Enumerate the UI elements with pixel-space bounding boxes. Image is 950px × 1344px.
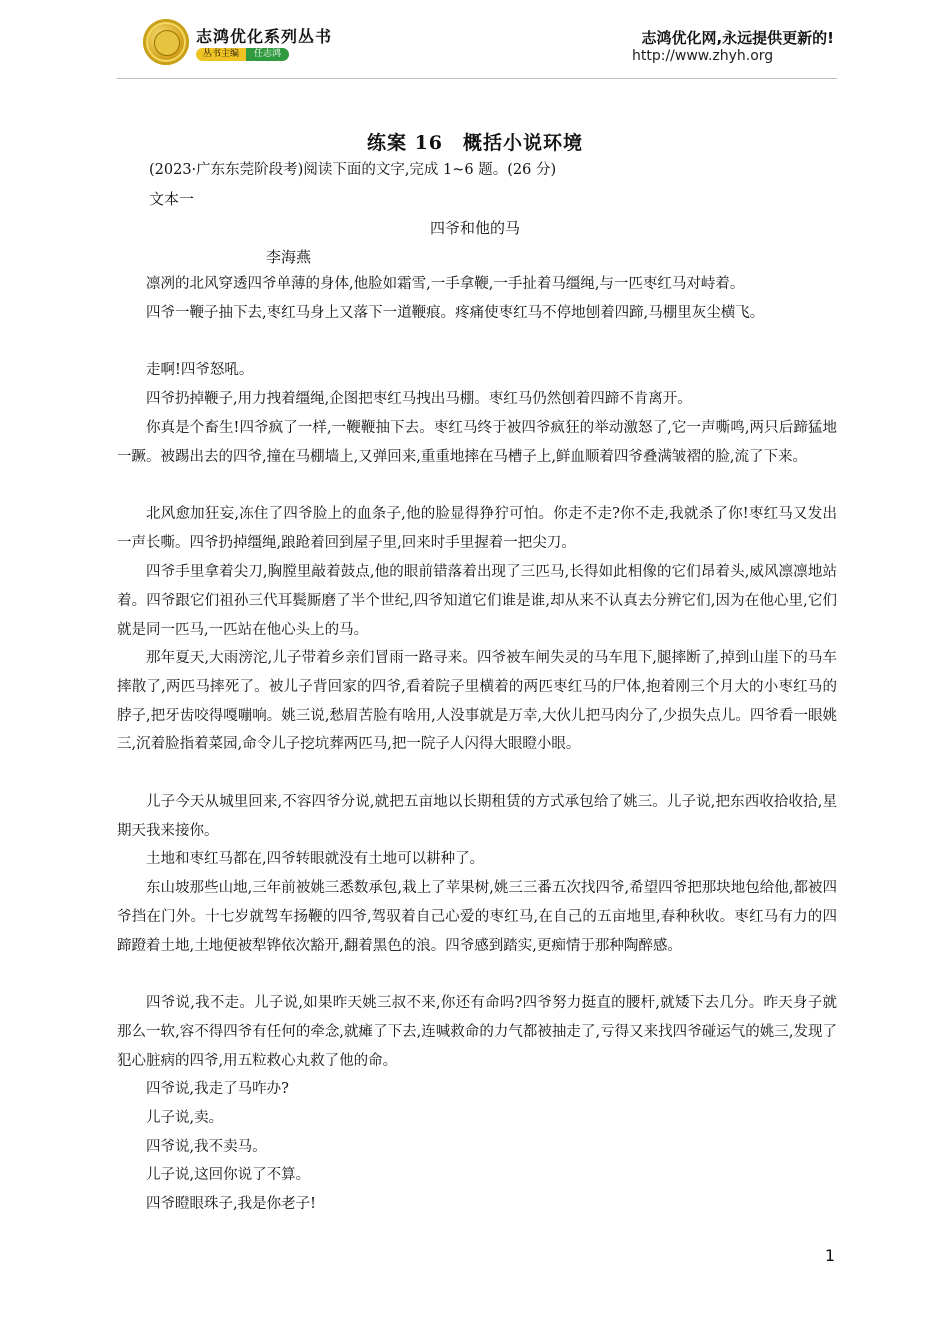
story-paragraph: 四爷瞪眼珠子,我是你老子! bbox=[146, 1196, 316, 1212]
exercise-source: (2023·广东东莞阶段考)阅读下面的文字,完成 1~6 题。(26 分) bbox=[149, 162, 557, 178]
story-paragraph: 四爷一鞭子抽下去,枣红马身上又落下一道鞭痕。疼痛使枣红马不停地刨着四蹄,马棚里灰尘横飞。 bbox=[146, 305, 765, 321]
story-paragraph: 那年夏天,大雨滂沱,儿子带着乡亲们冒雨一路寻来。四爷被车闸失灵的马车甩下,腿摔断了,掉到山崖下的马车摔散了,两匹马摔死了。被儿子背回家的四爷,看着院子里横着的两匹枣红马的尸体,抱着刚三个月大的小枣红马的脖子,把牙齿咬得嘎嘣响。姚三说,愁眉苦脸有啥用,人没事就是万幸,大伙儿把马肉分了,少损失点儿。四爷看一眼姚三,沉着脸指着菜园,命令儿子挖坑葬两匹马,把一院子人闪得大眼瞪小眼。 bbox=[117, 650, 837, 753]
story-paragraph: 四爷说,我不卖马。 bbox=[146, 1139, 267, 1155]
editor-name: 任志鸿 bbox=[246, 48, 289, 61]
story-author: 李海燕 bbox=[266, 248, 312, 266]
page-header bbox=[0, 0, 950, 82]
publisher-logo-icon bbox=[143, 19, 189, 65]
story-paragraph: 四爷说,我走了马咋办? bbox=[146, 1081, 289, 1097]
story-paragraph: 土地和枣红马都在,四爷转眼就没有土地可以耕种了。 bbox=[146, 851, 485, 867]
header-slogan: 志鸿优化网,永远提供更新的! bbox=[641, 29, 834, 47]
story-paragraph: 四爷手里拿着尖刀,胸膛里敲着鼓点,他的眼前错落着出现了三匹马,长得如此相像的它们昂着头,威风凛凛地站着。四爷跟它们祖孙三代耳鬓厮磨了半个世纪,四爷知道它们谁是谁,却从来不认真去分辨它们,因为在他心里,它们就是同一匹马,一匹站在他心头上的马。 bbox=[117, 564, 837, 638]
story-paragraph: 儿子说,卖。 bbox=[146, 1110, 224, 1126]
editor-label: 丛书主编 bbox=[196, 48, 246, 61]
story-paragraph: 你真是个畜生!四爷疯了一样,一鞭鞭抽下去。枣红马终于被四爷疯狂的举动激怒了,它一声嘶鸣,两只后蹄猛地一蹶。被踢出去的四爷,撞在马棚墙上,又弹回来,重重地摔在马槽子上,鲜血顺着四爷叠满皱褶的脸,流了下来。 bbox=[117, 420, 837, 465]
series-title: 志鸿优化系列丛书 bbox=[196, 27, 333, 46]
story-paragraph: 走啊!四爷怒吼。 bbox=[146, 362, 254, 378]
page-number: 1 bbox=[824, 1246, 836, 1265]
story-paragraph: 儿子今天从城里回来,不容四爷分说,就把五亩地以长期租赁的方式承包给了姚三。儿子说,把东西收拾收拾,星期天我来接你。 bbox=[117, 794, 837, 839]
story-paragraph: 东山坡那些山地,三年前被姚三悉数承包,栽上了苹果树,姚三三番五次找四爷,希望四爷把那块地包给他,都被四爷挡在门外。十七岁就驾车扬鞭的四爷,驾驭着自己心爱的枣红马,在自己的五亩地里,春种秋收。枣红马有力的四蹄蹬着土地,土地便被犁铧依次豁开,翻着黑色的浪。四爷感到踏实,更痴情于那种陶醉感。 bbox=[117, 880, 837, 954]
header-url-link[interactable]: http://www.zhyh.org bbox=[632, 48, 774, 64]
story-paragraph: 北风愈加狂妄,冻住了四爷脸上的血条子,他的脸显得狰狞可怕。你走不走?你不走,我就杀了你!枣红马又发出一声长嘶。四爷扔掉缰绳,踉跄着回到屋子里,回来时手里握着一把尖刀。 bbox=[117, 506, 837, 551]
story-paragraph: 四爷扔掉鞭子,用力拽着缰绳,企图把枣红马拽出马棚。枣红马仍然刨着四蹄不肯离开。 bbox=[146, 391, 692, 407]
header-divider bbox=[117, 78, 837, 79]
story-title: 四爷和他的马 bbox=[429, 219, 520, 237]
story-paragraph: 儿子说,这回你说了不算。 bbox=[146, 1167, 311, 1183]
story-paragraph: 凛冽的北风穿透四爷单薄的身体,他脸如霜雪,一手拿鞭,一手扯着马缰绳,与一匹枣红马对峙着。 bbox=[146, 276, 745, 292]
text-label: 文本一 bbox=[149, 190, 195, 208]
story-paragraph: 四爷说,我不走。儿子说,如果昨天姚三叔不来,你还有命吗?四爷努力挺直的腰杆,就矮下去几分。昨天身子就那么一软,容不得四爷有任何的牵念,就瘫了下去,连喊救命的力气都被抽走了,亏得又来找四爷碰运气的姚三,发现了犯心脏病的四爷,用五粒救心丸救了他的命。 bbox=[117, 995, 837, 1069]
page-title: 练案 16 概括小说环境 bbox=[366, 132, 584, 154]
editor-badge bbox=[196, 48, 289, 61]
